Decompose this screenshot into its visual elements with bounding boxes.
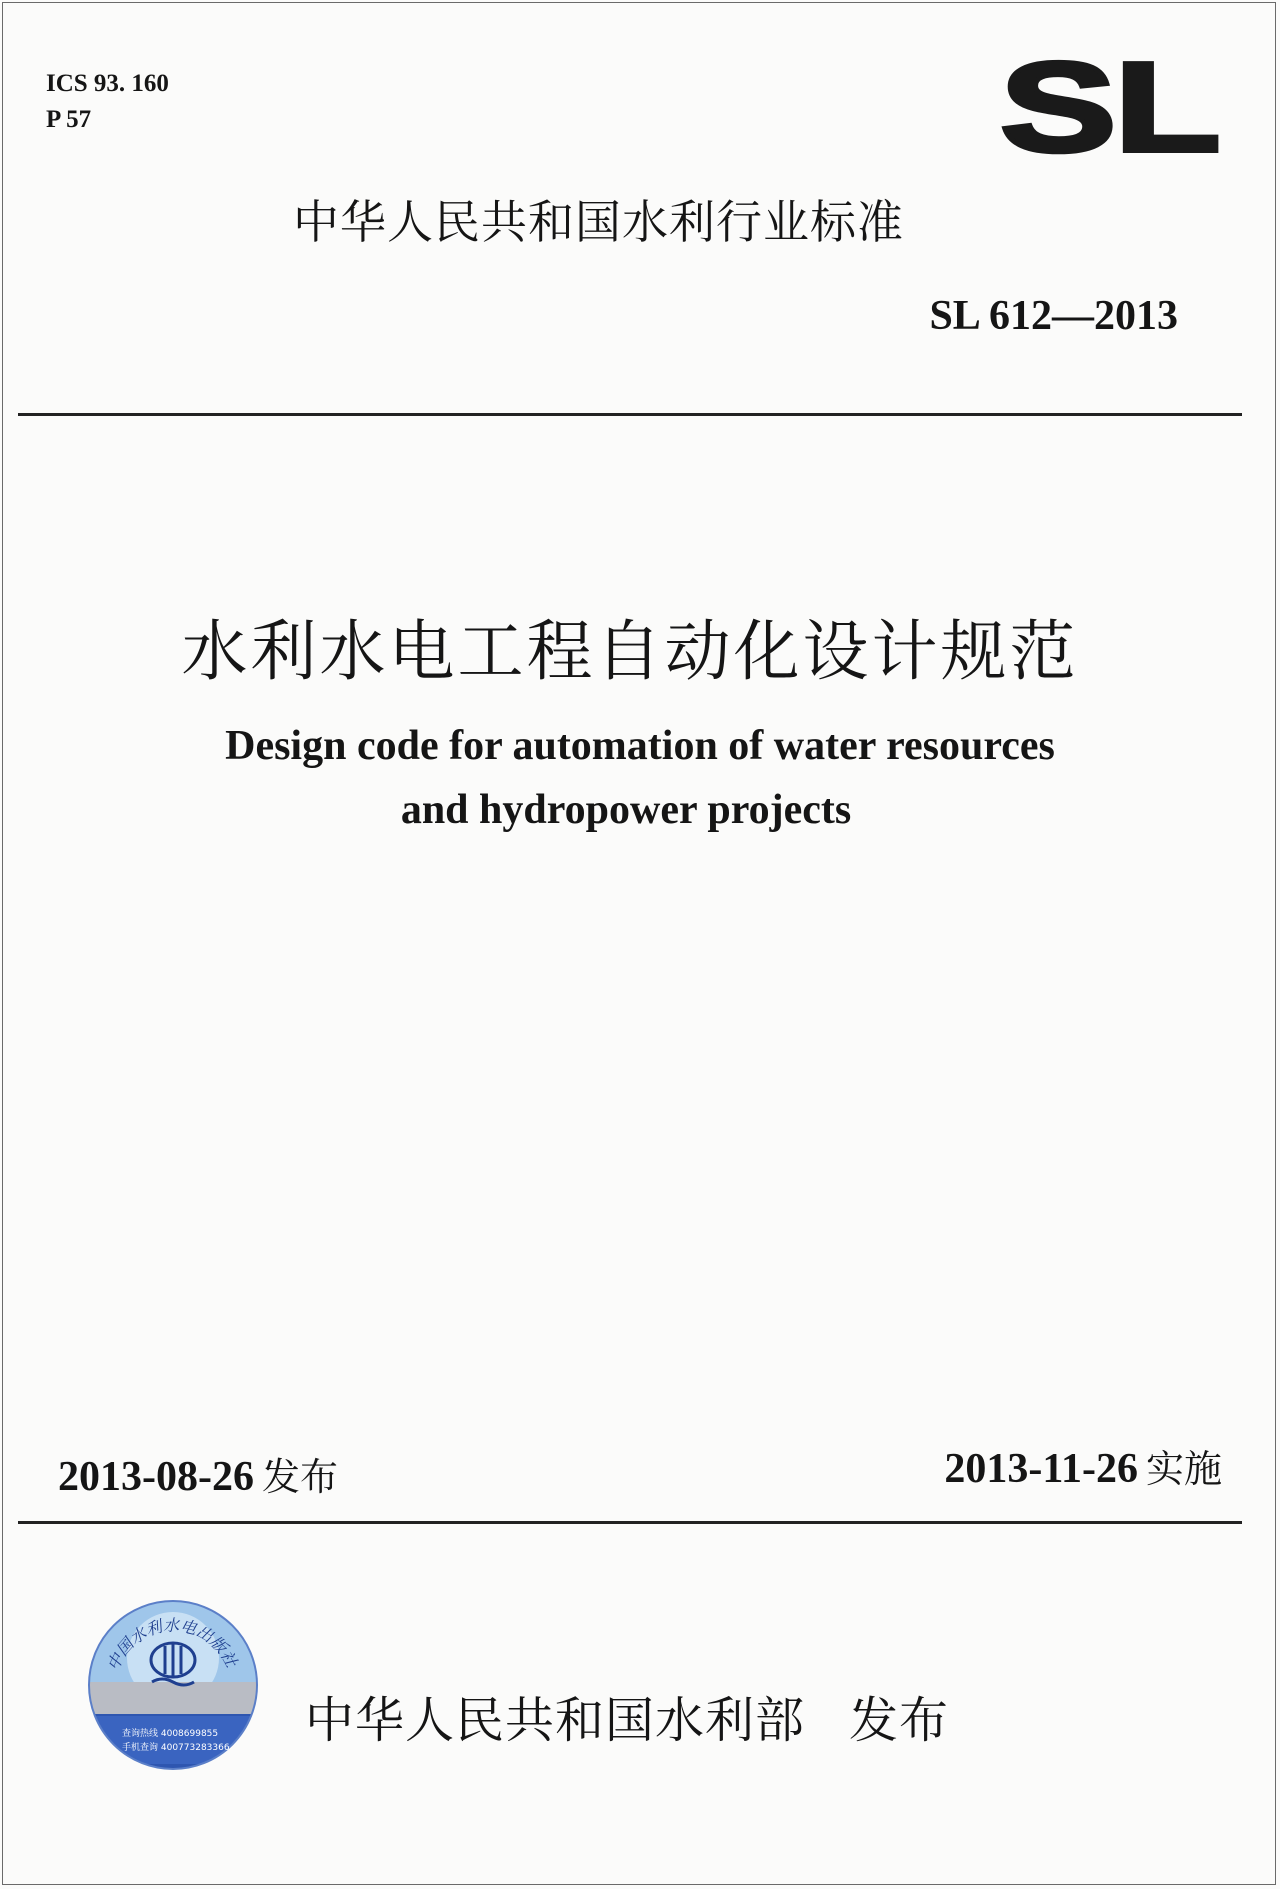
issue-date: 2013-08-26 bbox=[58, 1454, 254, 1500]
issue-label: 发布 bbox=[261, 1455, 338, 1499]
effective-label: 实施 bbox=[1145, 1447, 1222, 1491]
industry-standard-heading: 中华人民共和国水利行业标准 bbox=[293, 195, 904, 249]
title-english-line1: Design code for automation of water resources bbox=[225, 723, 1055, 769]
ics-code: ICS 93. 160 bbox=[46, 70, 169, 97]
effective-date: 2013-11-26 bbox=[944, 1446, 1138, 1492]
bottom-divider bbox=[18, 1521, 1242, 1524]
issue-date-block bbox=[58, 1446, 338, 1501]
anti-counterfeit-seal bbox=[86, 1598, 260, 1772]
publisher-action: 发布 bbox=[849, 1692, 950, 1749]
effective-date-block bbox=[944, 1438, 1222, 1493]
publisher-line bbox=[305, 1682, 949, 1752]
seal-ring-text: 中国水利水电出版社 bbox=[103, 1615, 242, 1674]
publisher-name: 中华人民共和国水利部 bbox=[305, 1692, 806, 1749]
seal-line1: 查询热线 4008699855 bbox=[122, 1729, 219, 1739]
p-code: P 57 bbox=[46, 106, 92, 133]
standard-number: SL 612—2013 bbox=[929, 293, 1178, 339]
classification-codes bbox=[46, 66, 169, 138]
sl-logo: SL bbox=[1000, 36, 1219, 179]
seal-line2: 手机查询 400773283366 bbox=[122, 1743, 230, 1753]
title-english-line2: and hydropower projects bbox=[400, 787, 852, 833]
top-divider bbox=[18, 413, 1242, 416]
title-chinese: 水利水电工程自动化设计规范 bbox=[181, 613, 1079, 690]
